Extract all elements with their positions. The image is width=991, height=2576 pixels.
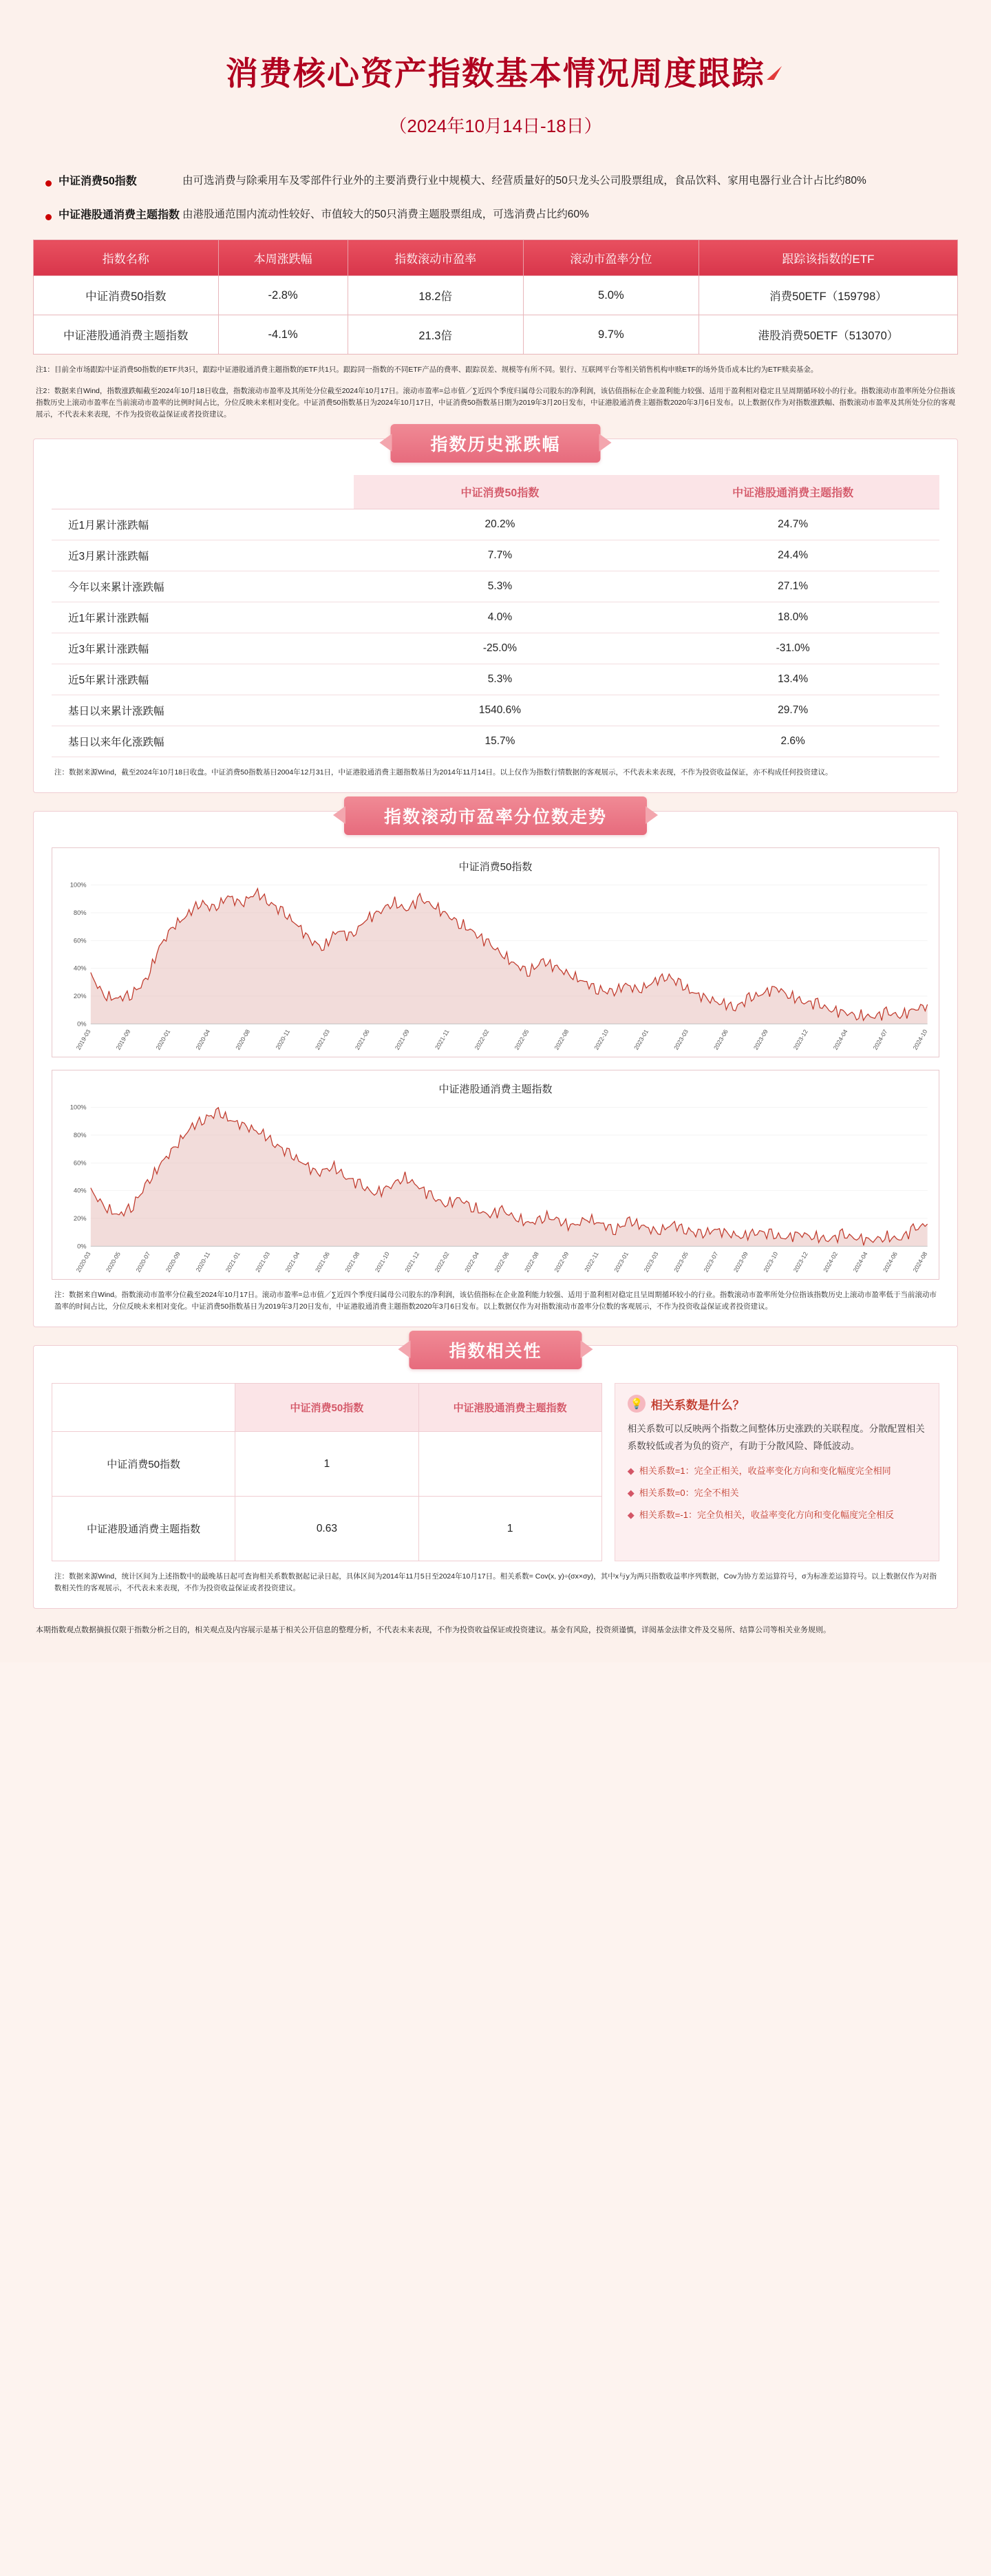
svg-text:2023-12: 2023-12 xyxy=(791,1251,809,1274)
col-blank xyxy=(52,1384,235,1432)
svg-text:100%: 100% xyxy=(70,882,87,889)
svg-text:2022-04: 2022-04 xyxy=(463,1251,481,1274)
col-consumer50: 中证消费50指数 xyxy=(235,1384,418,1432)
svg-text:2021-01: 2021-01 xyxy=(224,1251,242,1274)
cell-consumer50: 20.2% xyxy=(354,509,647,540)
svg-text:2022-08: 2022-08 xyxy=(523,1251,540,1274)
table-row xyxy=(52,1432,602,1497)
index-summary-table xyxy=(33,240,958,355)
row-label: 中证消费50指数 xyxy=(52,1432,235,1497)
col-hk-consumer: 中证港股通消费主题指数 xyxy=(646,475,939,509)
table-row xyxy=(34,315,958,355)
table-row xyxy=(52,695,939,726)
svg-text:2022-06: 2022-06 xyxy=(493,1251,511,1274)
svg-text:2023-05: 2023-05 xyxy=(672,1251,690,1274)
svg-text:20%: 20% xyxy=(73,1215,87,1223)
svg-text:2020-01: 2020-01 xyxy=(154,1028,172,1052)
chart-title: 中证港股通消费主题指数 xyxy=(438,1084,553,1096)
col-pe: 指数滚动市盈率 xyxy=(348,240,523,276)
charts-holder xyxy=(52,847,939,1280)
definition-description: 由可选消费与除乘用车及零部件行业外的主要消费行业中规模大、经营质量好的50只龙头公司股票组成，食品饮料、家用电器行业合计占比约80% xyxy=(182,175,866,187)
svg-text:2021-06: 2021-06 xyxy=(354,1028,371,1052)
svg-text:2019-03: 2019-03 xyxy=(74,1028,92,1052)
chart-container xyxy=(52,1070,939,1280)
svg-text:2020-03: 2020-03 xyxy=(74,1251,92,1274)
svg-text:2024-04: 2024-04 xyxy=(851,1251,869,1274)
table-row xyxy=(52,602,939,633)
cell-hk-consumer: 18.0% xyxy=(646,602,939,633)
cell-hk-consumer: 24.7% xyxy=(646,509,939,540)
svg-text:2023-01: 2023-01 xyxy=(632,1028,650,1052)
history-card xyxy=(33,435,958,793)
svg-text:2024-02: 2024-02 xyxy=(822,1251,840,1274)
definition-item xyxy=(41,172,950,191)
table-header-row xyxy=(52,475,939,509)
cell-corr-a: 1 xyxy=(235,1432,418,1497)
svg-text:2022-10: 2022-10 xyxy=(593,1028,610,1052)
chart-container xyxy=(52,847,939,1057)
svg-text:2021-06: 2021-06 xyxy=(314,1251,331,1274)
cell-hk-consumer: 13.4% xyxy=(646,664,939,695)
explainer-item xyxy=(628,1486,926,1501)
col-weekly-change: 本周涨跌幅 xyxy=(218,240,348,276)
cell-period: 近5年累计涨跌幅 xyxy=(52,664,354,695)
correlation-card xyxy=(33,1342,958,1609)
cell-corr-a: 0.63 xyxy=(235,1497,418,1561)
svg-text:40%: 40% xyxy=(73,1187,87,1195)
correlation-table xyxy=(52,1383,602,1561)
svg-text:2023-12: 2023-12 xyxy=(791,1028,809,1052)
cell-period: 近1年累计涨跌幅 xyxy=(52,602,354,633)
cell-weekly-change: -4.1% xyxy=(218,315,348,355)
svg-text:80%: 80% xyxy=(73,909,87,917)
lightbulb-icon: 💡 xyxy=(628,1395,646,1413)
chart-svg xyxy=(56,875,935,1054)
svg-text:100%: 100% xyxy=(70,1104,87,1112)
page-footer: 本期指数观点数据摘报仅限于指数分析之目的，相关观点及内容展示是基于相关公开信息的整理分析，不代表未来表现，不作为投资收益保证或投资建议。基金有风险，投资须谨慎，详阅基金法律文件及交易所、结算公司等相关业务规则。 xyxy=(36,1626,831,1635)
cell-consumer50: 5.3% xyxy=(354,571,647,602)
definition-description: 由港股通范围内流动性较好、市值较大的50只消费主题股票组成，可选消费占比约60% xyxy=(182,209,589,221)
svg-text:2023-06: 2023-06 xyxy=(712,1028,729,1052)
correlation-matrix-wrap xyxy=(52,1383,602,1561)
svg-text:2022-09: 2022-09 xyxy=(553,1251,571,1274)
svg-text:2021-04: 2021-04 xyxy=(284,1251,301,1274)
svg-text:60%: 60% xyxy=(73,937,87,944)
bullet-dot-icon: ◆ xyxy=(627,1466,635,1477)
svg-text:2020-11: 2020-11 xyxy=(194,1251,212,1274)
cell-hk-consumer: 29.7% xyxy=(646,695,939,726)
cell-consumer50: 4.0% xyxy=(354,602,647,633)
explainer-item xyxy=(628,1508,926,1523)
table-row xyxy=(34,276,958,315)
table-row xyxy=(52,571,939,602)
explainer-item-text: 相关系数=1：完全正相关，收益率变化方向和变化幅度完全相同 xyxy=(639,1466,891,1477)
svg-text:2021-10: 2021-10 xyxy=(373,1251,391,1274)
table-row xyxy=(52,664,939,695)
chart-svg xyxy=(56,1097,935,1276)
table-row xyxy=(52,633,939,664)
cell-pe: 21.3倍 xyxy=(348,315,523,355)
svg-text:2023-07: 2023-07 xyxy=(702,1251,720,1274)
svg-text:2023-09: 2023-09 xyxy=(752,1028,769,1052)
svg-text:2023-03: 2023-03 xyxy=(642,1251,660,1274)
definition-list xyxy=(41,172,950,224)
chart-area xyxy=(91,1108,928,1246)
svg-text:2020-09: 2020-09 xyxy=(164,1251,182,1274)
svg-text:2021-09: 2021-09 xyxy=(393,1028,411,1052)
col-pe-percentile: 滚动市盈率分位 xyxy=(523,240,699,276)
cell-hk-consumer: 2.6% xyxy=(646,726,939,757)
svg-text:2021-03: 2021-03 xyxy=(314,1028,331,1052)
explainer-item-text: 相关系数=-1：完全负相关，收益率变化方向和变化幅度完全相反 xyxy=(639,1509,894,1520)
cell-weekly-change: -2.8% xyxy=(218,276,348,315)
explainer-body: 相关系数可以反映两个指数之间整体历史涨跌的关联程度。分散配置相关系数较低或者为负的资产，有助于分散风险、降低波动。 xyxy=(627,1424,925,1452)
svg-text:2020-05: 2020-05 xyxy=(105,1251,122,1274)
cell-corr-b: 1 xyxy=(418,1497,601,1561)
svg-text:2024-07: 2024-07 xyxy=(871,1028,889,1052)
bullet-dot-icon xyxy=(45,180,52,187)
row-label: 中证港股通消费主题指数 xyxy=(52,1497,235,1561)
cell-period: 近3月累计涨跌幅 xyxy=(52,540,354,571)
svg-text:2022-02: 2022-02 xyxy=(433,1251,451,1274)
cell-consumer50: 7.7% xyxy=(354,540,647,571)
svg-text:2023-03: 2023-03 xyxy=(672,1028,690,1052)
cell-index-name: 中证消费50指数 xyxy=(34,276,219,315)
svg-text:2021-03: 2021-03 xyxy=(254,1251,272,1274)
cell-hk-consumer: 27.1% xyxy=(646,571,939,602)
explainer-title: 相关系数是什么？ xyxy=(650,1398,745,1412)
cell-consumer50: -25.0% xyxy=(354,633,647,664)
chart-title: 中证消费50指数 xyxy=(458,861,533,874)
col-etf: 跟踪该指数的ETF xyxy=(699,240,957,276)
correlation-explainer-panel xyxy=(615,1383,939,1561)
col-period xyxy=(52,475,354,509)
cell-hk-consumer: 24.4% xyxy=(646,540,939,571)
svg-text:2021-08: 2021-08 xyxy=(343,1251,361,1274)
svg-text:2022-11: 2022-11 xyxy=(583,1251,600,1274)
table-row xyxy=(52,726,939,757)
history-table-body xyxy=(52,509,939,757)
svg-text:60%: 60% xyxy=(73,1159,87,1167)
svg-text:2020-11: 2020-11 xyxy=(274,1028,292,1051)
table-row xyxy=(52,509,939,540)
cell-etf: 港股消费50ETF（513070） xyxy=(699,315,957,355)
svg-text:2024-08: 2024-08 xyxy=(911,1251,929,1274)
page-title: 消费核心资产指数基本情况周度跟踪 xyxy=(226,48,765,94)
svg-text:2021-11: 2021-11 xyxy=(434,1028,451,1051)
table-header-row xyxy=(34,240,958,276)
definition-term: 中证消费50指数 xyxy=(58,176,137,187)
svg-text:2020-04: 2020-04 xyxy=(194,1028,212,1052)
cell-consumer50: 15.7% xyxy=(354,726,647,757)
history-note: 注：数据来源Wind，截至2024年10月18日收盘。中证消费50指数基日2004年12月31日，中证港股通消费主题指数基日为2014年11月14日。以上仅作为指数行情数据的客观展示，不代表未来表现，不作为投资收益保证，亦不构成任何投资建议。 xyxy=(54,768,833,777)
col-index-name: 指数名称 xyxy=(34,240,219,276)
svg-text:2020-08: 2020-08 xyxy=(234,1028,252,1052)
table-header-row xyxy=(52,1384,602,1432)
cell-index-name: 中证港股通消费主题指数 xyxy=(34,315,219,355)
cell-period: 近3年累计涨跌幅 xyxy=(52,633,354,664)
cell-corr-b xyxy=(418,1432,601,1497)
note-1: 注1：目前全市场跟踪中证消费50指数的ETF共3只，跟踪中证港股通消费主题指数的ETF共1只。跟踪同一指数的不同ETF产品的费率、跟踪误差、规模等有所不同。银行、互联网平台等相关销售机构申赎ETF的场外货币成本比约为ETF赎卖基金。 xyxy=(36,366,818,374)
cell-consumer50: 5.3% xyxy=(354,664,647,695)
svg-text:2021-12: 2021-12 xyxy=(403,1251,421,1274)
cell-period: 近1月累计涨跌幅 xyxy=(52,509,354,540)
col-hk-consumer: 中证港股通消费主题指数 xyxy=(418,1384,601,1432)
svg-text:40%: 40% xyxy=(73,965,87,973)
svg-text:2020-07: 2020-07 xyxy=(134,1251,152,1274)
svg-text:2019-09: 2019-09 xyxy=(114,1028,132,1052)
cell-consumer50: 1540.6% xyxy=(354,695,647,726)
history-section-title: 指数历史涨跌幅 xyxy=(390,424,600,463)
explainer-item xyxy=(628,1464,926,1479)
svg-text:2023-10: 2023-10 xyxy=(762,1251,780,1274)
cell-period: 基日以来累计涨跌幅 xyxy=(52,695,354,726)
svg-text:2022-08: 2022-08 xyxy=(553,1028,571,1052)
table-row xyxy=(52,540,939,571)
bullet-dot-icon: ◆ xyxy=(627,1509,635,1520)
svg-text:2024-06: 2024-06 xyxy=(882,1251,899,1274)
pe-section-title: 指数滚动市盈率分位数走势 xyxy=(344,796,647,835)
bullet-dot-icon xyxy=(45,214,52,220)
svg-text:2022-05: 2022-05 xyxy=(513,1028,531,1052)
bullet-dot-icon: ◆ xyxy=(627,1488,635,1499)
svg-text:2023-09: 2023-09 xyxy=(732,1251,749,1274)
explainer-item-text: 相关系数=0：完全不相关 xyxy=(639,1488,739,1499)
definition-item xyxy=(41,206,950,224)
correlation-section-title: 指数相关性 xyxy=(409,1331,582,1369)
page-header xyxy=(0,0,991,145)
svg-text:2024-04: 2024-04 xyxy=(831,1028,849,1052)
svg-text:2022-02: 2022-02 xyxy=(473,1028,491,1052)
svg-text:0%: 0% xyxy=(77,1020,87,1028)
col-consumer50: 中证消费50指数 xyxy=(354,475,647,509)
svg-text:0%: 0% xyxy=(77,1243,87,1250)
svg-text:80%: 80% xyxy=(73,1132,87,1139)
note-2: 注2：数据来自Wind，指数涨跌幅截至2024年10月18日收盘，指数滚动市盈率及其所处分位截至2024年10月17日。滚动市盈率=总市值／∑近四个季度归属母公司股东的净利润，该估值指标在企业盈利能力较强、适用于盈利相对稳定且呈周期循环较小的行业。指数滚动市盈率所处分位指该指数历史上滚动市盈率在当前滚动市盈率的比例时间占比，分位反映未来相对变化。中证消费50指数基日为2024年10月17日，中证消费50指数基日期为2019年3月20日发布，中证港股通消费主题指数2020年3月6日发布。以上数据仅作为对指数涨跌幅、指数滚动市盈率及其所处分位的客观展示，不代表未来表现，不作为投资收益保证或者投资建议。 xyxy=(36,387,955,419)
cell-pe-percentile: 9.7% xyxy=(523,315,699,355)
definition-term: 中证港股通消费主题指数 xyxy=(58,209,180,222)
cell-pe-percentile: 5.0% xyxy=(523,276,699,315)
page-subtitle: （2024年10月14日-18日） xyxy=(389,116,602,136)
svg-text:2024-10: 2024-10 xyxy=(911,1028,929,1052)
correlation-note: 注：数据来源Wind，统计区间为上述指数中的最晚基日起可查询相关系数数据起记录日起，具体区间为2014年11月5日至2024年10月17日。相关系数= Cov(x, y)÷(σx×σy)，其中x与y为两只指数收益率序列数据，Cov为协方差运算符号，σ为标准差运算符号。以上数据仅作为对指数相关性的客观展示，不代表未来表现，不作为投资收益保证或者投资建议。 xyxy=(54,1572,937,1593)
pe-note: 注：数据来自Wind。指数滚动市盈率分位截至2024年10月17日。滚动市盈率=总市值／∑近四个季度归属母公司股东的净利润，该估值指标在企业盈利能力较强、适用于盈利相对稳定且呈周期循环较小的行业。指数滚动市盈率所处分位指该指数历史上滚动市盈率低于当前滚动市盈率的时间占比，分位反映未来相对变化。中证消费50指数基日为2019年3月20日发布，中证港股通消费主题指数2020年3月6日发布。以上数据仅作为对指数滚动市盈率分位数的客观展示，不作为投资收益保证或者投资建议。 xyxy=(54,1291,937,1311)
svg-text:20%: 20% xyxy=(73,993,87,1000)
cell-period: 今年以来累计涨跌幅 xyxy=(52,571,354,602)
pe-percentile-card xyxy=(33,807,958,1327)
cell-etf: 消费50ETF（159798） xyxy=(699,276,957,315)
cell-pe: 18.2倍 xyxy=(348,276,523,315)
svg-text:2023-01: 2023-01 xyxy=(612,1251,630,1274)
explainer-title-wrap xyxy=(628,1395,926,1413)
history-table xyxy=(52,475,939,757)
cell-period: 基日以来年化涨跌幅 xyxy=(52,726,354,757)
cell-hk-consumer: -31.0% xyxy=(646,633,939,664)
table-row xyxy=(52,1497,602,1561)
